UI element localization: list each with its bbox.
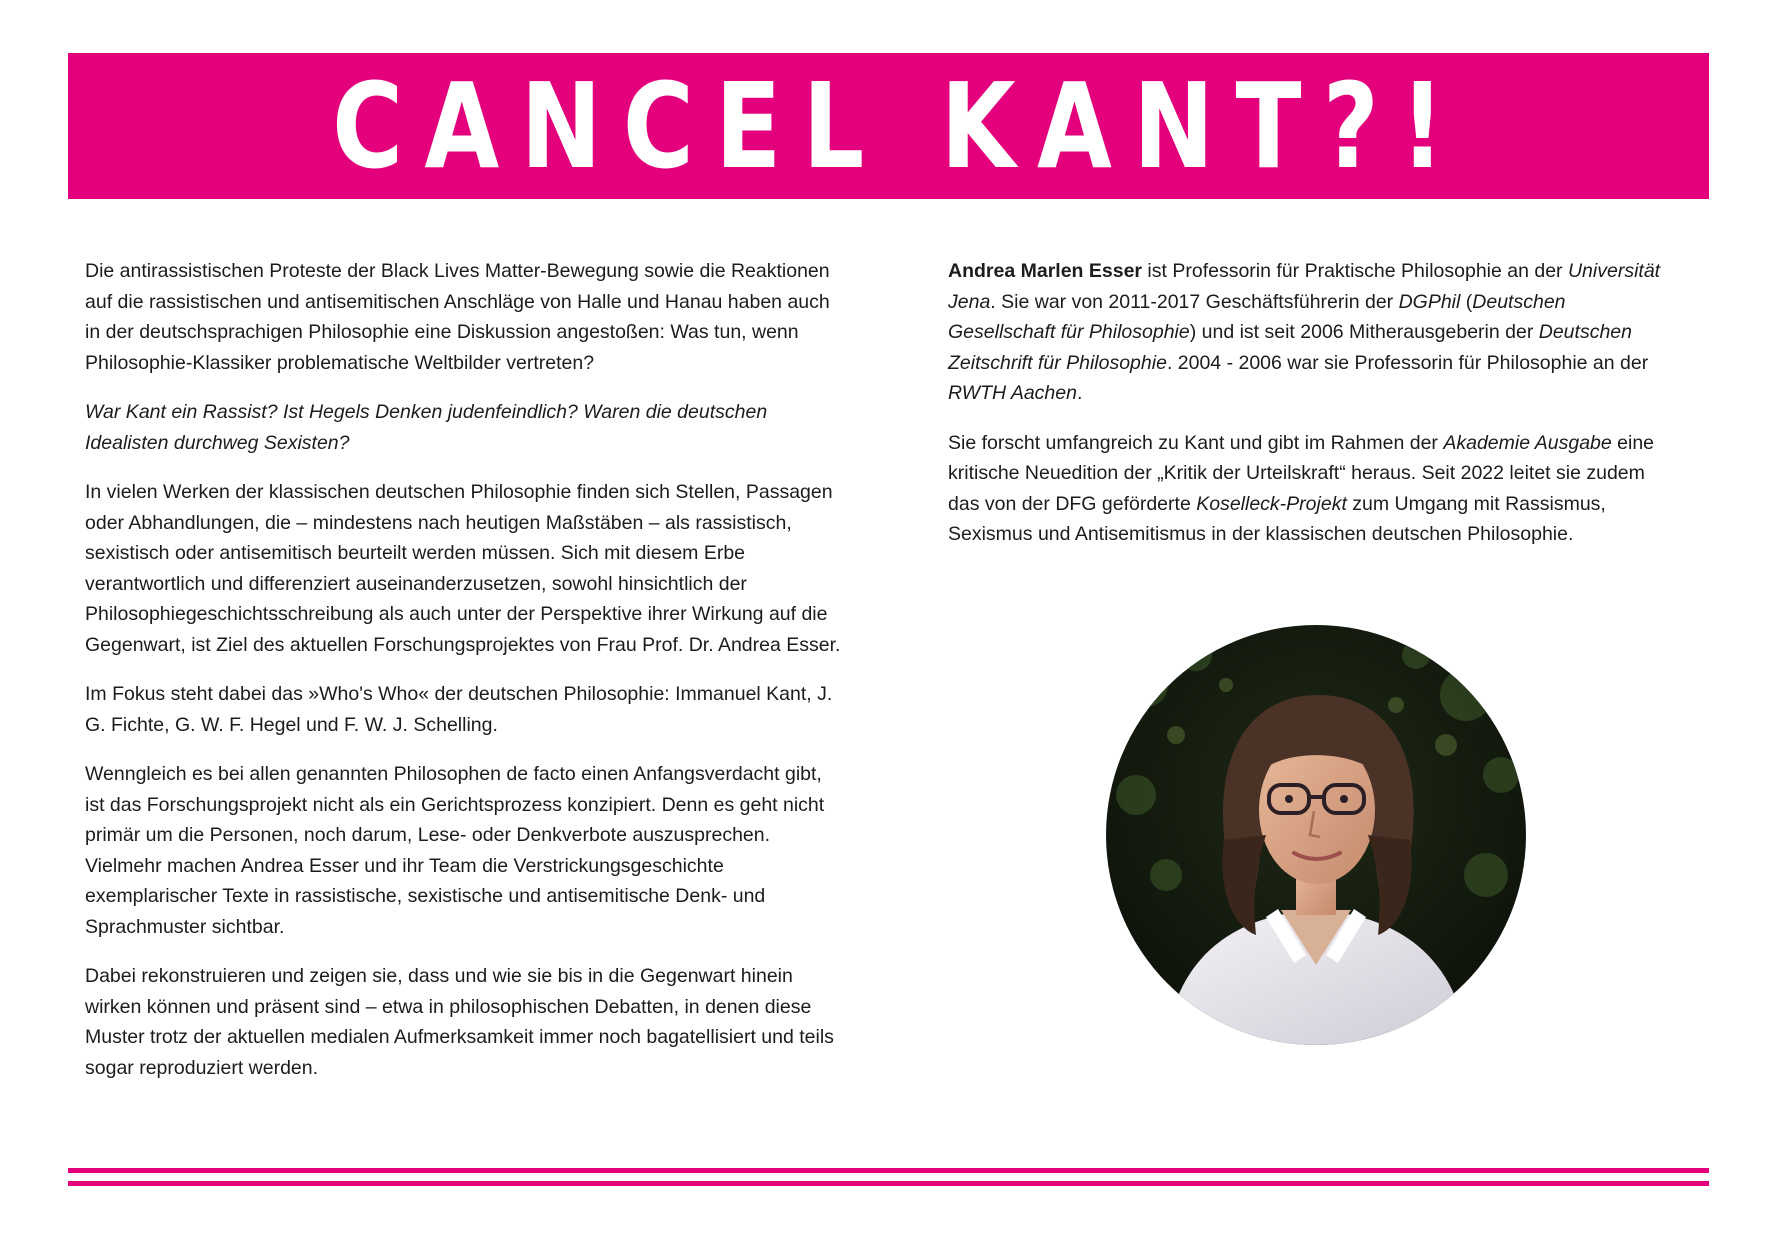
university-name: Universität Jena — [948, 260, 1661, 313]
questions-paragraph: War Kant ein Rassist? Ist Hegels Denken judenfeindlich? Waren die deutschen Idealisten durchweg Sexisten? — [85, 401, 768, 454]
society-abbreviation: DGPhil — [1398, 290, 1461, 313]
bio-text: . 2004 - 2006 war sie Professorin für Philosophie an der — [1166, 351, 1649, 374]
research-text: Sie forscht umfangreich zu Kant und gibt im Rahmen der — [948, 431, 1444, 454]
author-portrait — [1106, 625, 1526, 1045]
page-title: CANCEL KANT?! — [332, 57, 1466, 195]
bio-text: ) und ist seit 2006 Mitherausgeberin der — [1189, 321, 1539, 343]
title-banner — [68, 53, 1709, 199]
author-name: Andrea Marlen Esser — [948, 260, 1143, 282]
project-name: Koselleck-Projekt — [1196, 492, 1347, 515]
left-column — [85, 256, 845, 1102]
right-column — [948, 256, 1663, 569]
footer-rule-top — [68, 1168, 1709, 1173]
bio-paragraph — [948, 256, 1663, 409]
approach-paragraph: Wenngleich es bei allen genannten Philosophen de facto einen Anfangsverdacht gibt, ist das Forschungsprojekt nicht als ein Gerichtsprozess konzipiert. Denn es geht nicht primär um die Personen, noch darum, Lese- oder Denkverbote auszusprechen. Vielmehr machen Andrea Esser und ihr Team die Verstrickungsgeschichte exemplarischer Texte in rassistische, sexistische und antisemitische Denk- und Sprachmuster sichtbar. — [85, 763, 825, 938]
research-paragraph — [948, 428, 1663, 550]
portrait-illustration — [1106, 625, 1526, 1045]
focus-paragraph: Im Fokus steht dabei das »Who's Who« der deutschen Philosophie: Immanuel Kant, J. G. Fichte, G. W. F. Hegel und F. W. J. Schelling. — [85, 683, 833, 736]
bio-text: . — [1076, 382, 1083, 404]
journal-name: Deutschen Zeitschrift für Philosophie — [948, 321, 1632, 374]
society-name: Deutschen Gesellschaft für Philosophie — [948, 290, 1566, 343]
conclusion-paragraph: Dabei rekonstruieren und zeigen sie, dass und wie sie bis in die Gegenwart hinein wirken können und präsent sind – etwa in philosophischen Debatten, in denen diese Muster trotz der aktuellen medialen Aufmerksamkeit immer noch bagatellisiert und teils sogar reproduziert werden. — [85, 965, 834, 1079]
rwth-name: RWTH Aachen — [948, 382, 1077, 404]
bio-text: ist Professorin für Praktische Philosophie an der — [1142, 260, 1568, 282]
problem-paragraph: In vielen Werken der klassischen deutschen Philosophie finden sich Stellen, Passagen oder Abhandlungen, die – mindestens nach heutigen Maßstäben – als rassistisch, sexistisch oder antisemitisch beurteilt werden müssen. Sich mit diesem Erbe verantwortlich und differenziert auseinanderzusetzen, sowohl hinsichtlich der Philosophiegeschichtsschreibung als auch unter der Perspektive ihrer Wirkung auf die Gegenwart, ist Ziel des aktuellen Forschungsprojektes von Frau Prof. Dr. Andrea Esser. — [85, 481, 841, 656]
research-text: zum Umgang mit Rassismus, Sexismus und Antisemitismus in der klassischen deutschen Philosophie. — [948, 492, 1606, 545]
bio-text: ( — [1460, 290, 1473, 313]
intro-paragraph: Die antirassistischen Proteste der Black Lives Matter-Bewegung sowie die Reaktionen auf die rassistischen und antisemitischen Anschläge von Halle und Hanau haben auch in der deutschsprachigen Philosophie eine Diskussion angestoßen: Was tun, wenn Philosophie-Klassiker problematische Weltbilder vertreten? — [85, 260, 830, 374]
bio-text: . Sie war von 2011-2017 Geschäftsführerin der — [990, 290, 1399, 313]
footer-rule-bottom — [68, 1181, 1709, 1186]
research-text: eine kritische Neuedition der „Kritik der Urteilskraft“ heraus. Seit 2022 leitet sie zudem das von der DFG geförderte — [948, 431, 1655, 515]
edition-name: Akademie Ausgabe — [1443, 431, 1612, 454]
